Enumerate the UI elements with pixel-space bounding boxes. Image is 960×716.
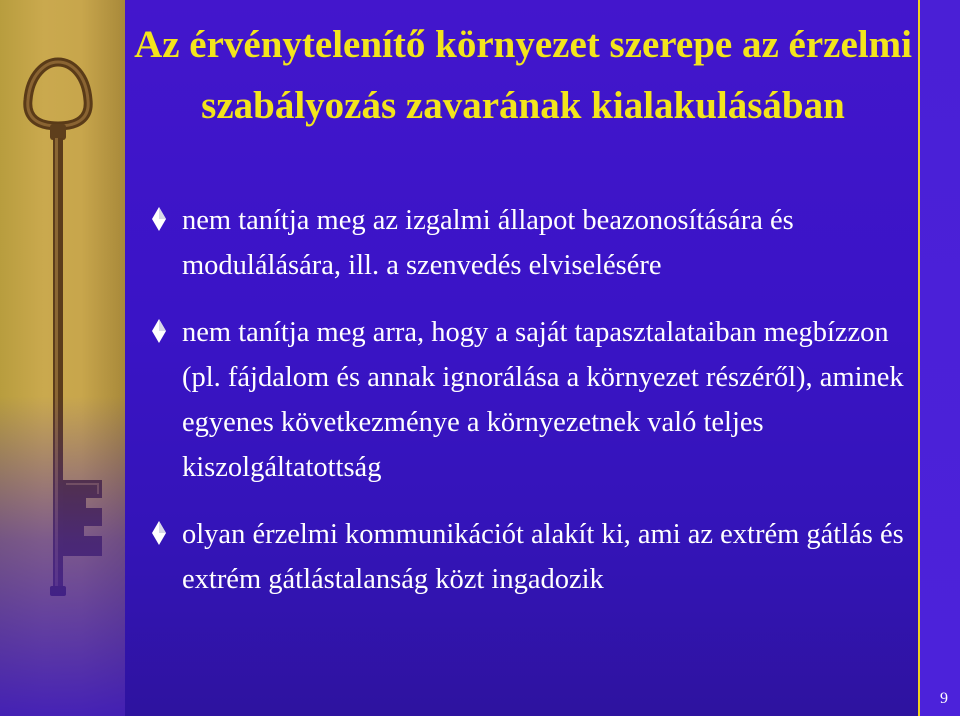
bullet-list	[150, 198, 930, 624]
bullet-item	[150, 198, 930, 288]
key-image-strip	[0, 0, 125, 716]
slide-title: Az érvénytelenítő környezet szerepe az érzelmi szabályozás zavarának kialakulásában	[134, 23, 912, 127]
page-number: 9	[940, 690, 948, 707]
bullet-text: nem tanítja meg arra, hogy a saját tapasztalataiban megbízzon (pl. fájdalom és annak ignorálása a környezet részéről), aminek egyenes következménye a környezetnek való teljes kiszolgáltatottság	[182, 317, 904, 483]
bullet-text: olyan érzelmi kommunikációt alakít ki, ami az extrém gátlás és extrém gátlástalanság közt ingadozik	[182, 519, 904, 595]
bullet-text: nem tanítja meg az izgalmi állapot beazonosítására és modulálására, ill. a szenvedés elviselésére	[182, 205, 794, 281]
key-strip-fade	[0, 396, 125, 716]
diamond-bullet-icon	[150, 519, 168, 547]
diamond-bullet-icon	[150, 317, 168, 345]
bullet-item	[150, 310, 930, 490]
diamond-bullet-icon	[150, 205, 168, 233]
bullet-item	[150, 512, 930, 602]
